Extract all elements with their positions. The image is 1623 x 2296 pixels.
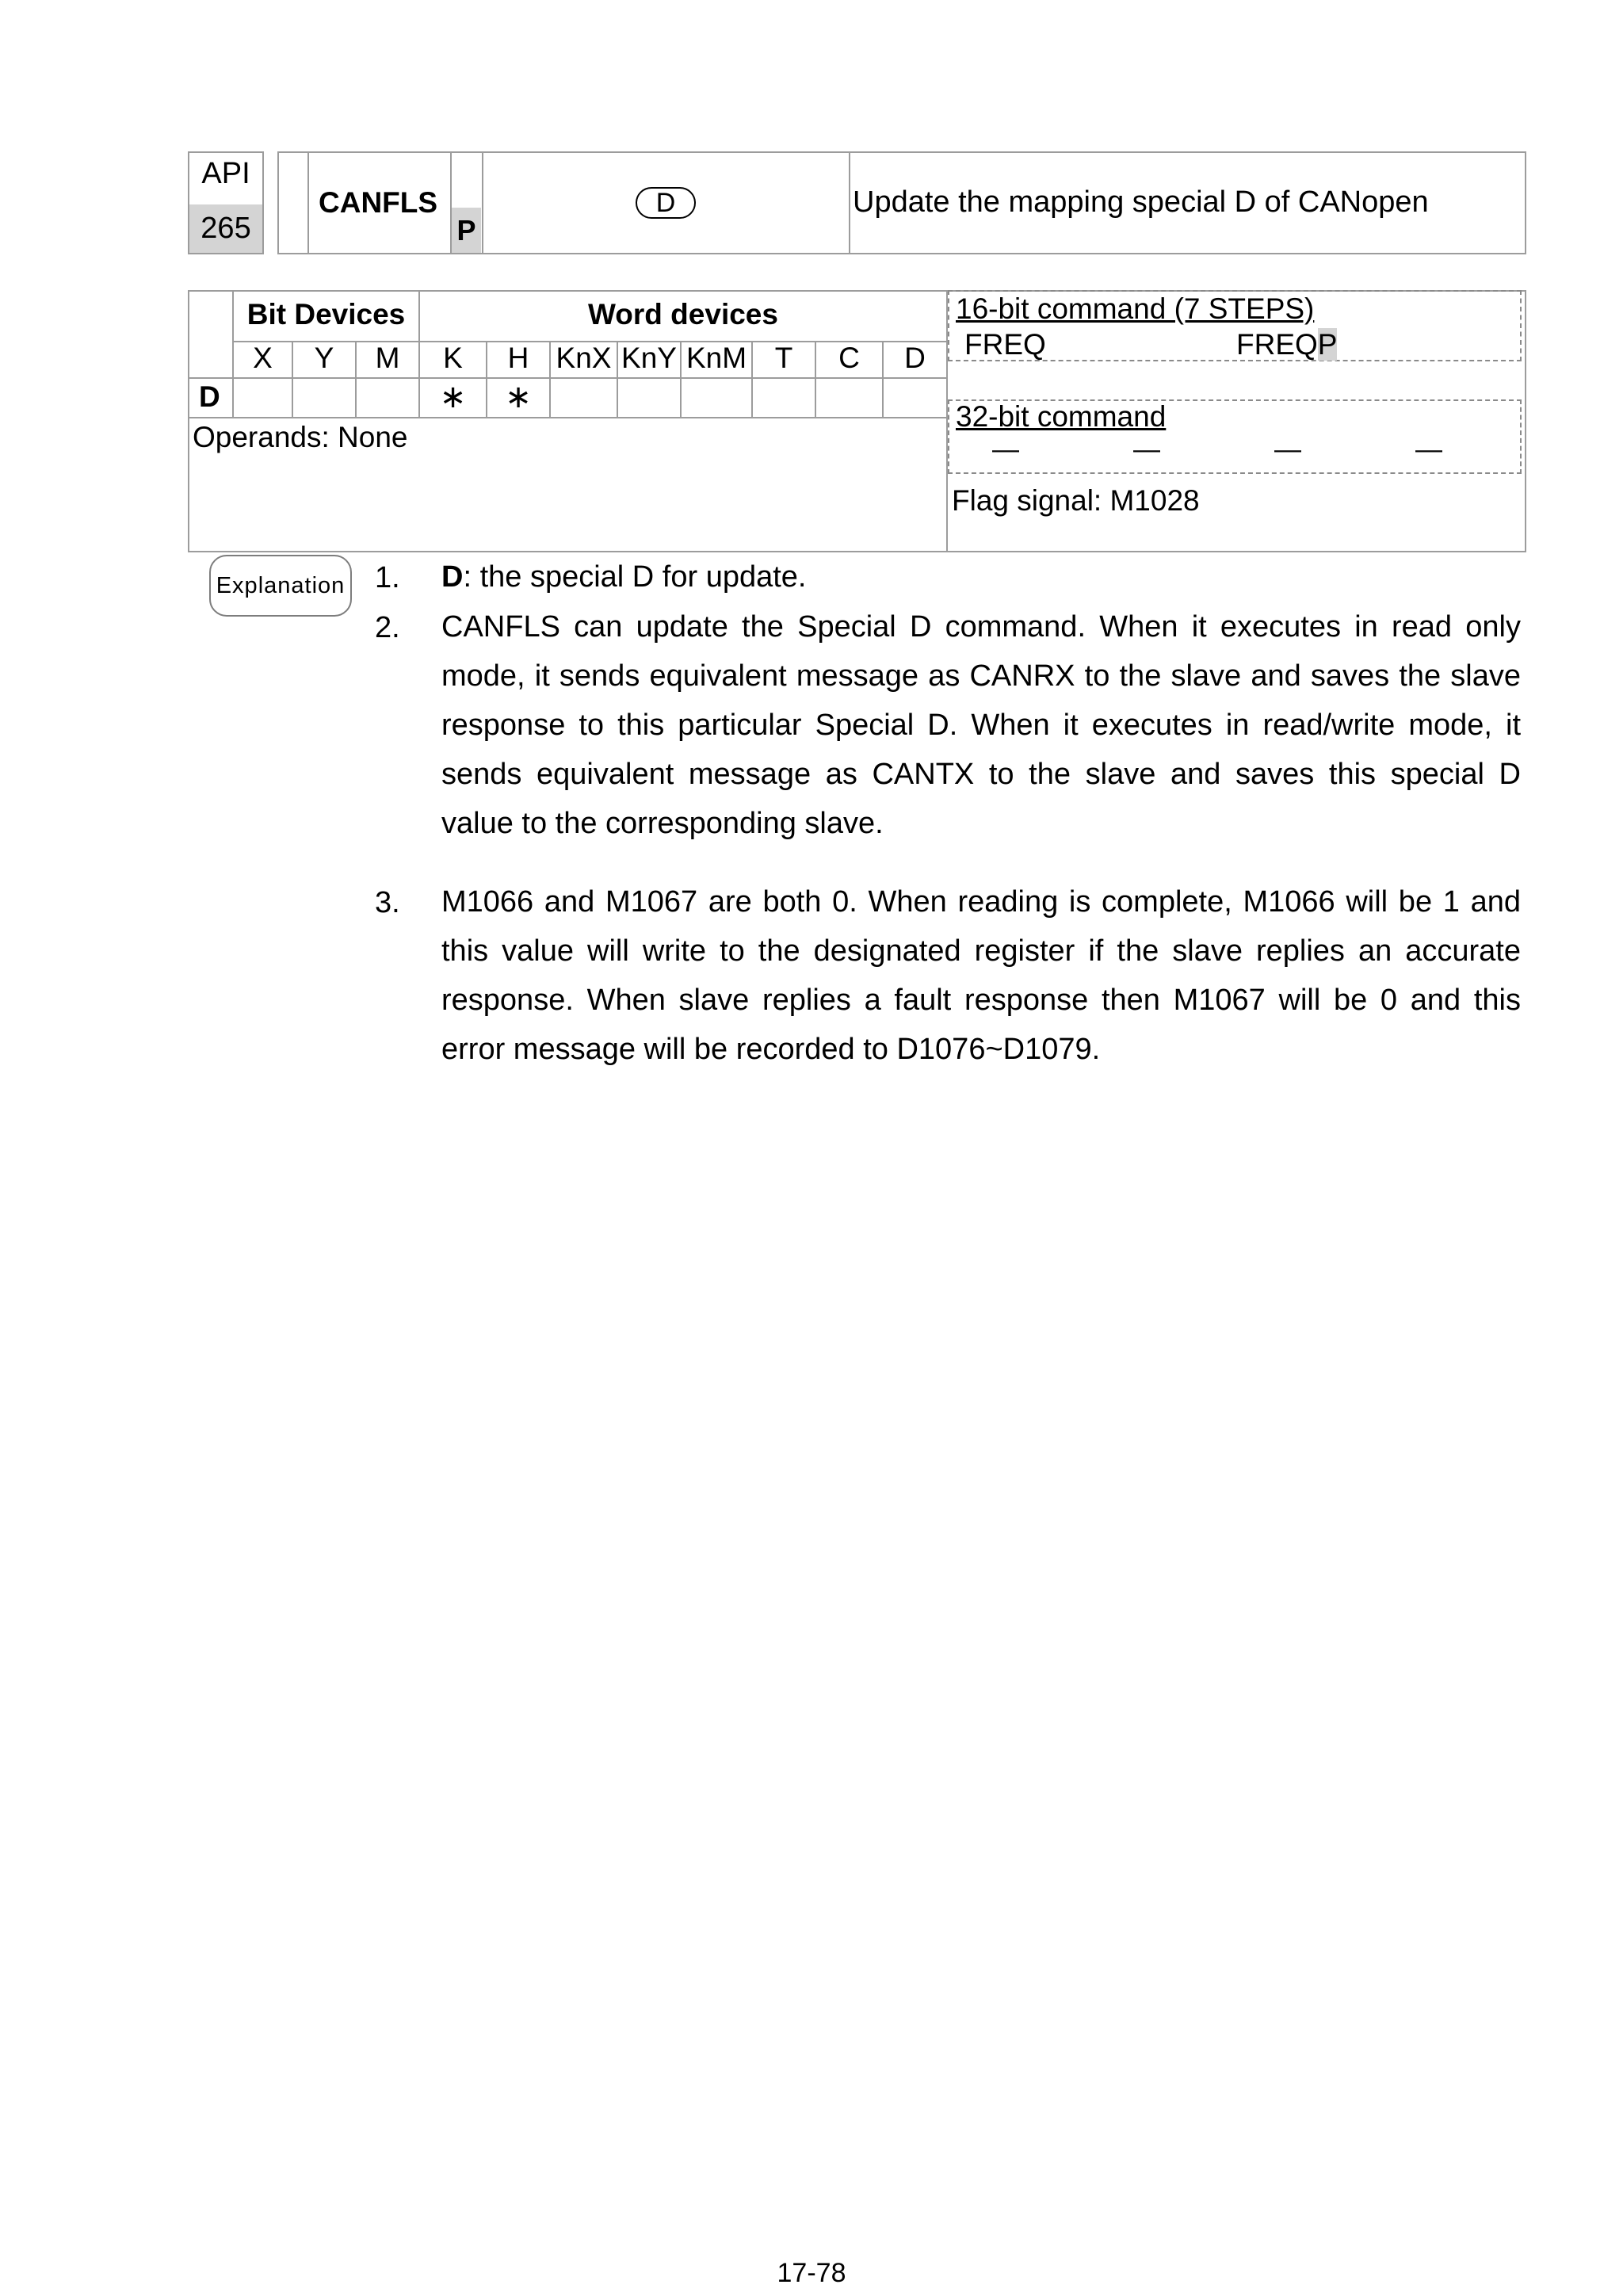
item-2-text: CANFLS can update the Special D command. When it executes in read only mode, it sends equivalent message as CANRX to the slave and saves the slave response to this particular Special D. When it executes in read/write mode, it sends equivalent message as CANTX to the slave and saves this special D value to the corresponding slave. [441, 610, 1521, 840]
column-t: T [774, 342, 793, 374]
page-number: 17-78 [777, 2258, 846, 2288]
freqp-suffix: P [1317, 328, 1338, 361]
item-1-text [441, 552, 1521, 602]
column-knm: KnM [685, 342, 747, 374]
operand-d: D [636, 187, 696, 219]
api-number: 265 [189, 204, 262, 253]
operands-note: Operands: None [193, 421, 408, 453]
api-label: API [201, 157, 250, 190]
freqp-prefix: FREQ [1236, 328, 1318, 361]
column-d: D [904, 342, 926, 374]
bit32-mark-4: — [1415, 434, 1442, 464]
item-1-number: 1. [375, 561, 400, 594]
bit16-command-freq: FREQ [964, 328, 1046, 361]
item-1-bold-lead: D [441, 560, 464, 594]
column-m: M [375, 342, 400, 374]
explanation-badge: Explanation [209, 555, 352, 617]
item-3-number: 3. [375, 886, 400, 919]
item-3-text: M1066 and M1067 are both 0. When reading is complete, M1066 will be 1 and this value will write to the designated register if the slave replies an accurate response. When slave replies a fault response then M1067 will be 0 and this error message will be recorded to D1076~D1079. [441, 885, 1521, 1066]
bit16-command-title: 16-bit command (7 STEPS) [956, 292, 1315, 325]
word-devices-header: Word devices [588, 298, 778, 330]
bit-devices-header: Bit Devices [246, 298, 406, 330]
item-1-rest: : the special D for update. [463, 560, 807, 594]
column-kny: KnY [621, 342, 677, 374]
bit16-command-freqp [1236, 328, 1337, 361]
item-2-number: 2. [375, 611, 400, 644]
bit32-command-title: 32-bit command [956, 400, 1167, 433]
column-k: K [443, 342, 463, 374]
instruction-name: CANFLS [319, 186, 438, 219]
row-label-d: D [199, 380, 220, 413]
column-c: C [838, 342, 860, 374]
pulse-flag: P [452, 208, 481, 253]
flag-signal: Flag signal: M1028 [952, 484, 1200, 517]
bit32-mark-1: — [992, 434, 1019, 464]
column-x: X [253, 342, 273, 374]
column-knx: KnX [556, 342, 612, 374]
bit32-mark-3: — [1274, 434, 1301, 464]
k-supported-mark: ∗ [439, 380, 467, 415]
bit32-mark-2: — [1133, 434, 1160, 464]
instruction-description: Update the mapping special D of CANopen [853, 185, 1429, 219]
column-h: H [507, 342, 529, 374]
column-y: Y [314, 342, 334, 374]
h-supported-mark: ∗ [505, 380, 532, 415]
